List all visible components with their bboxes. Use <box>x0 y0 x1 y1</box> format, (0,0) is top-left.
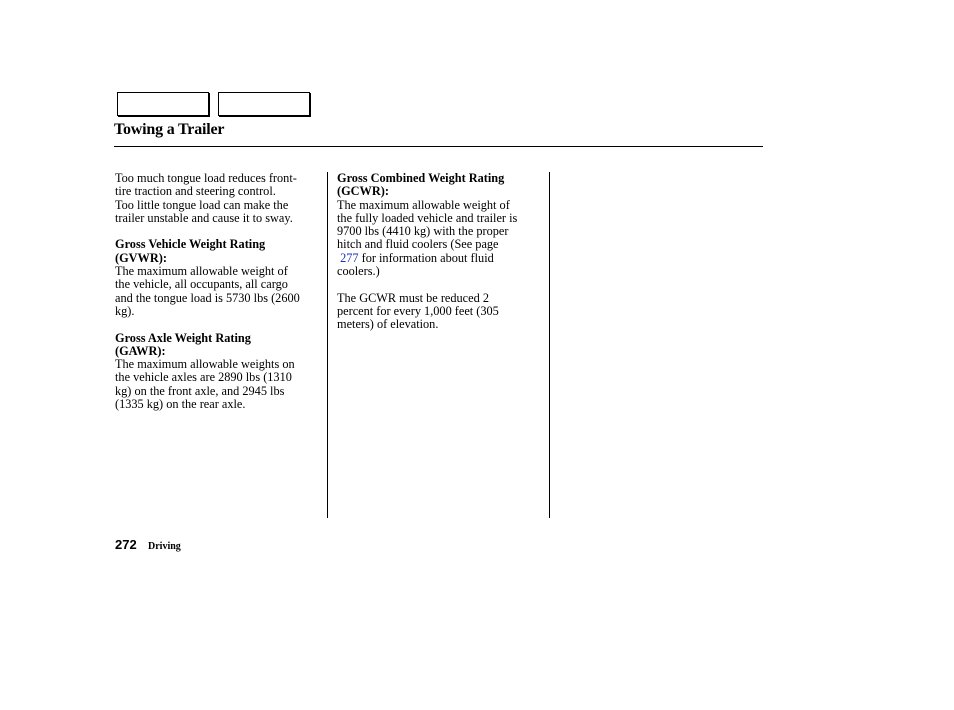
page-277-link[interactable]: 277 <box>340 250 359 265</box>
column-left <box>115 172 323 411</box>
gcwr-reduction-text: The GCWR must be reduced 2 percent for every 1,000 feet (305 meters) of elevation. <box>337 290 499 332</box>
nav-next-button[interactable] <box>218 92 310 116</box>
section-name: Driving <box>148 541 181 552</box>
column-middle <box>337 172 543 332</box>
gawr-heading: Gross Axle Weight Rating (GAWR): <box>115 330 251 358</box>
page-title: Towing a Trailer <box>114 121 225 138</box>
gcwr-text: The maximum allowable weight of the fully loaded vehicle and trailer is 9700 lbs (4410 kg) with the proper hitch and fluid coolers (See page 277 for information about fluid coolers.) <box>337 197 518 279</box>
column-divider <box>327 172 328 518</box>
page-number: 272 <box>115 537 137 552</box>
gvwr-text: The maximum allowable weight of the vehicle, all occupants, all cargo and the tongue load is 5730 lbs (2600 kg). <box>115 264 300 318</box>
title-rule <box>114 146 763 147</box>
gvwr-heading: Gross Vehicle Weight Rating (GVWR): <box>115 237 266 265</box>
gawr-text: The maximum allowable weights on the vehicle axles are 2890 lbs (1310 kg) on the front axle, and 2945 lbs (1335 kg) on the rear axle. <box>115 357 295 412</box>
tongue-load-text: Too much tongue load reduces front- tire traction and steering control. Too little tongue load can make the trailer unstable and cause it to sway. <box>115 171 297 225</box>
column-divider-right <box>549 172 550 518</box>
nav-previous-button[interactable] <box>117 92 209 116</box>
gcwr-heading: Gross Combined Weight Rating (GCWR): <box>337 171 505 199</box>
